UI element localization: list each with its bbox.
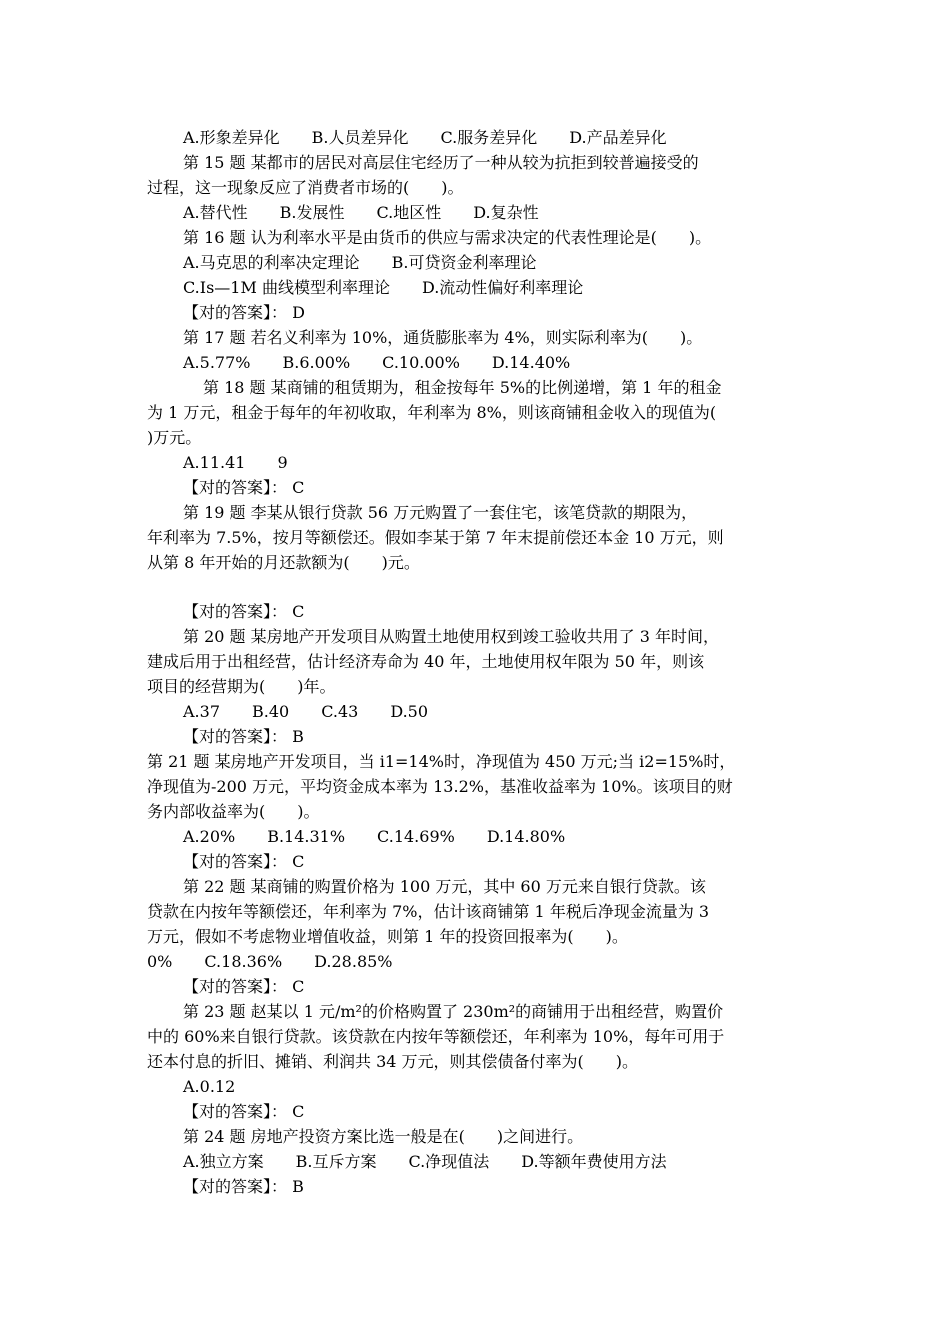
q22-answer: 【对的答案】： C: [183, 977, 305, 996]
q15-options: A.替代性 B.发展性 C.地区性 D.复杂性: [183, 203, 539, 222]
q21-answer: 【对的答案】： C: [183, 852, 305, 871]
q23-stem-cont: 中的 60%来自银行贷款。该贷款在内按年等额偿还，年利率为 10%，每年可用于: [147, 1027, 725, 1046]
q24-stem: 第 24 题 房地产投资方案比选一般是在( )之间进行。: [183, 1127, 584, 1146]
q15-stem: 第 15 题 某都市的居民对高层住宅经历了一种从较为抗拒到较普遍接受的: [183, 153, 699, 172]
q21-stem-cont2: 务内部收益率为( )。: [147, 802, 320, 821]
q18-stem: 第 18 题 某商铺的租赁期为，租金按每年 5%的比例递增，第 1 年的租金: [203, 378, 722, 397]
q20-options: A.37 B.40 C.43 D.50: [183, 702, 429, 721]
q18-stem-cont2: )万元。: [147, 428, 202, 447]
q23-stem-cont2: 还本付息的折旧、摊销、利润共 34 万元，则其偿债备付率为( )。: [147, 1052, 639, 1071]
q18-stem-cont: 为 1 万元，租金于每年的年初收取，年利率为 8%，则该商铺租金收入的现值为(: [147, 403, 717, 422]
q19-stem-cont: 年利率为 7.5%，按月等额偿还。假如李某于第 7 年末提前偿还本金 10 万元，则: [147, 528, 724, 547]
q22-stem: 第 22 题 某商铺的购置价格为 100 万元，其中 60 万元来自银行贷款。该: [183, 877, 706, 896]
q21-stem-cont: 净现值为-200 万元，平均资金成本率为 13.2%，基准收益率为 10%。该项目的财: [147, 777, 733, 796]
q20-stem-cont2: 项目的经营期为( )年。: [147, 677, 336, 696]
q24-answer: 【对的答案】： B: [183, 1177, 304, 1196]
q16-answer: 【对的答案】： D: [183, 303, 305, 322]
q18-answer: 【对的答案】： C: [183, 478, 305, 497]
q19-stem: 第 19 题 李某从银行贷款 56 万元购置了一套住宅，该笔贷款的期限为，: [183, 503, 698, 522]
q16-options-1: A.马克思的利率决定理论 B.可贷资金利率理论: [183, 253, 537, 272]
q20-stem-cont: 建成后用于出租经营，估计经济寿命为 40 年，土地使用权年限为 50 年，则该: [147, 652, 705, 671]
q17-options: A.5.77% B.6.00% C.10.00% D.14.40%: [183, 353, 571, 372]
q16-stem: 第 16 题 认为利率水平是由货币的供应与需求决定的代表性理论是( )。: [183, 228, 712, 247]
q22-stem-cont: 贷款在内按年等额偿还，年利率为 7%，估计该商铺第 1 年税后净现金流量为 3: [147, 902, 710, 921]
q22-stem-cont2: 万元，假如不考虑物业增值收益，则第 1 年的投资回报率为( )。: [147, 927, 628, 946]
q16-options-2: C.Is—1M 曲线模型利率理论 D.流动性偏好利率理论: [183, 278, 584, 297]
q23-stem: 第 23 题 赵某以 1 元/m²的价格购置了 230m²的商铺用于出租经营，购置价: [183, 1002, 724, 1021]
q17-stem: 第 17 题 若名义利率为 10%，通货膨胀率为 4%，则实际利率为( )。: [183, 328, 703, 347]
q19-stem-cont2: 从第 8 年开始的月还款额为( )元。: [147, 553, 420, 572]
q19-answer: 【对的答案】： C: [183, 602, 305, 621]
q22-options: 0% C.18.36% D.28.85%: [147, 952, 393, 971]
q20-stem: 第 20 题 某房地产开发项目从购置土地使用权到竣工验收共用了 3 年时间，: [183, 627, 719, 646]
q23-options: A.0.12: [183, 1077, 236, 1096]
q21-stem: 第 21 题 某房地产开发项目，当 i1=14%时，净现值为 450 万元;当 i2=15%时，: [147, 752, 736, 771]
q15-stem-cont: 过程，这一现象反应了消费者市场的( )。: [147, 178, 464, 197]
q21-options: A.20% B.14.31% C.14.69% D.14.80%: [183, 827, 566, 846]
q20-answer: 【对的答案】： B: [183, 727, 304, 746]
q14-options: A.形象差异化 B.人员差异化 C.服务差异化 D.产品差异化: [183, 128, 667, 147]
q23-answer: 【对的答案】： C: [183, 1102, 305, 1121]
q24-options: A.独立方案 B.互斥方案 C.净现值法 D.等额年费使用方法: [183, 1152, 667, 1171]
q18-options: A.11.41 9: [183, 453, 288, 472]
